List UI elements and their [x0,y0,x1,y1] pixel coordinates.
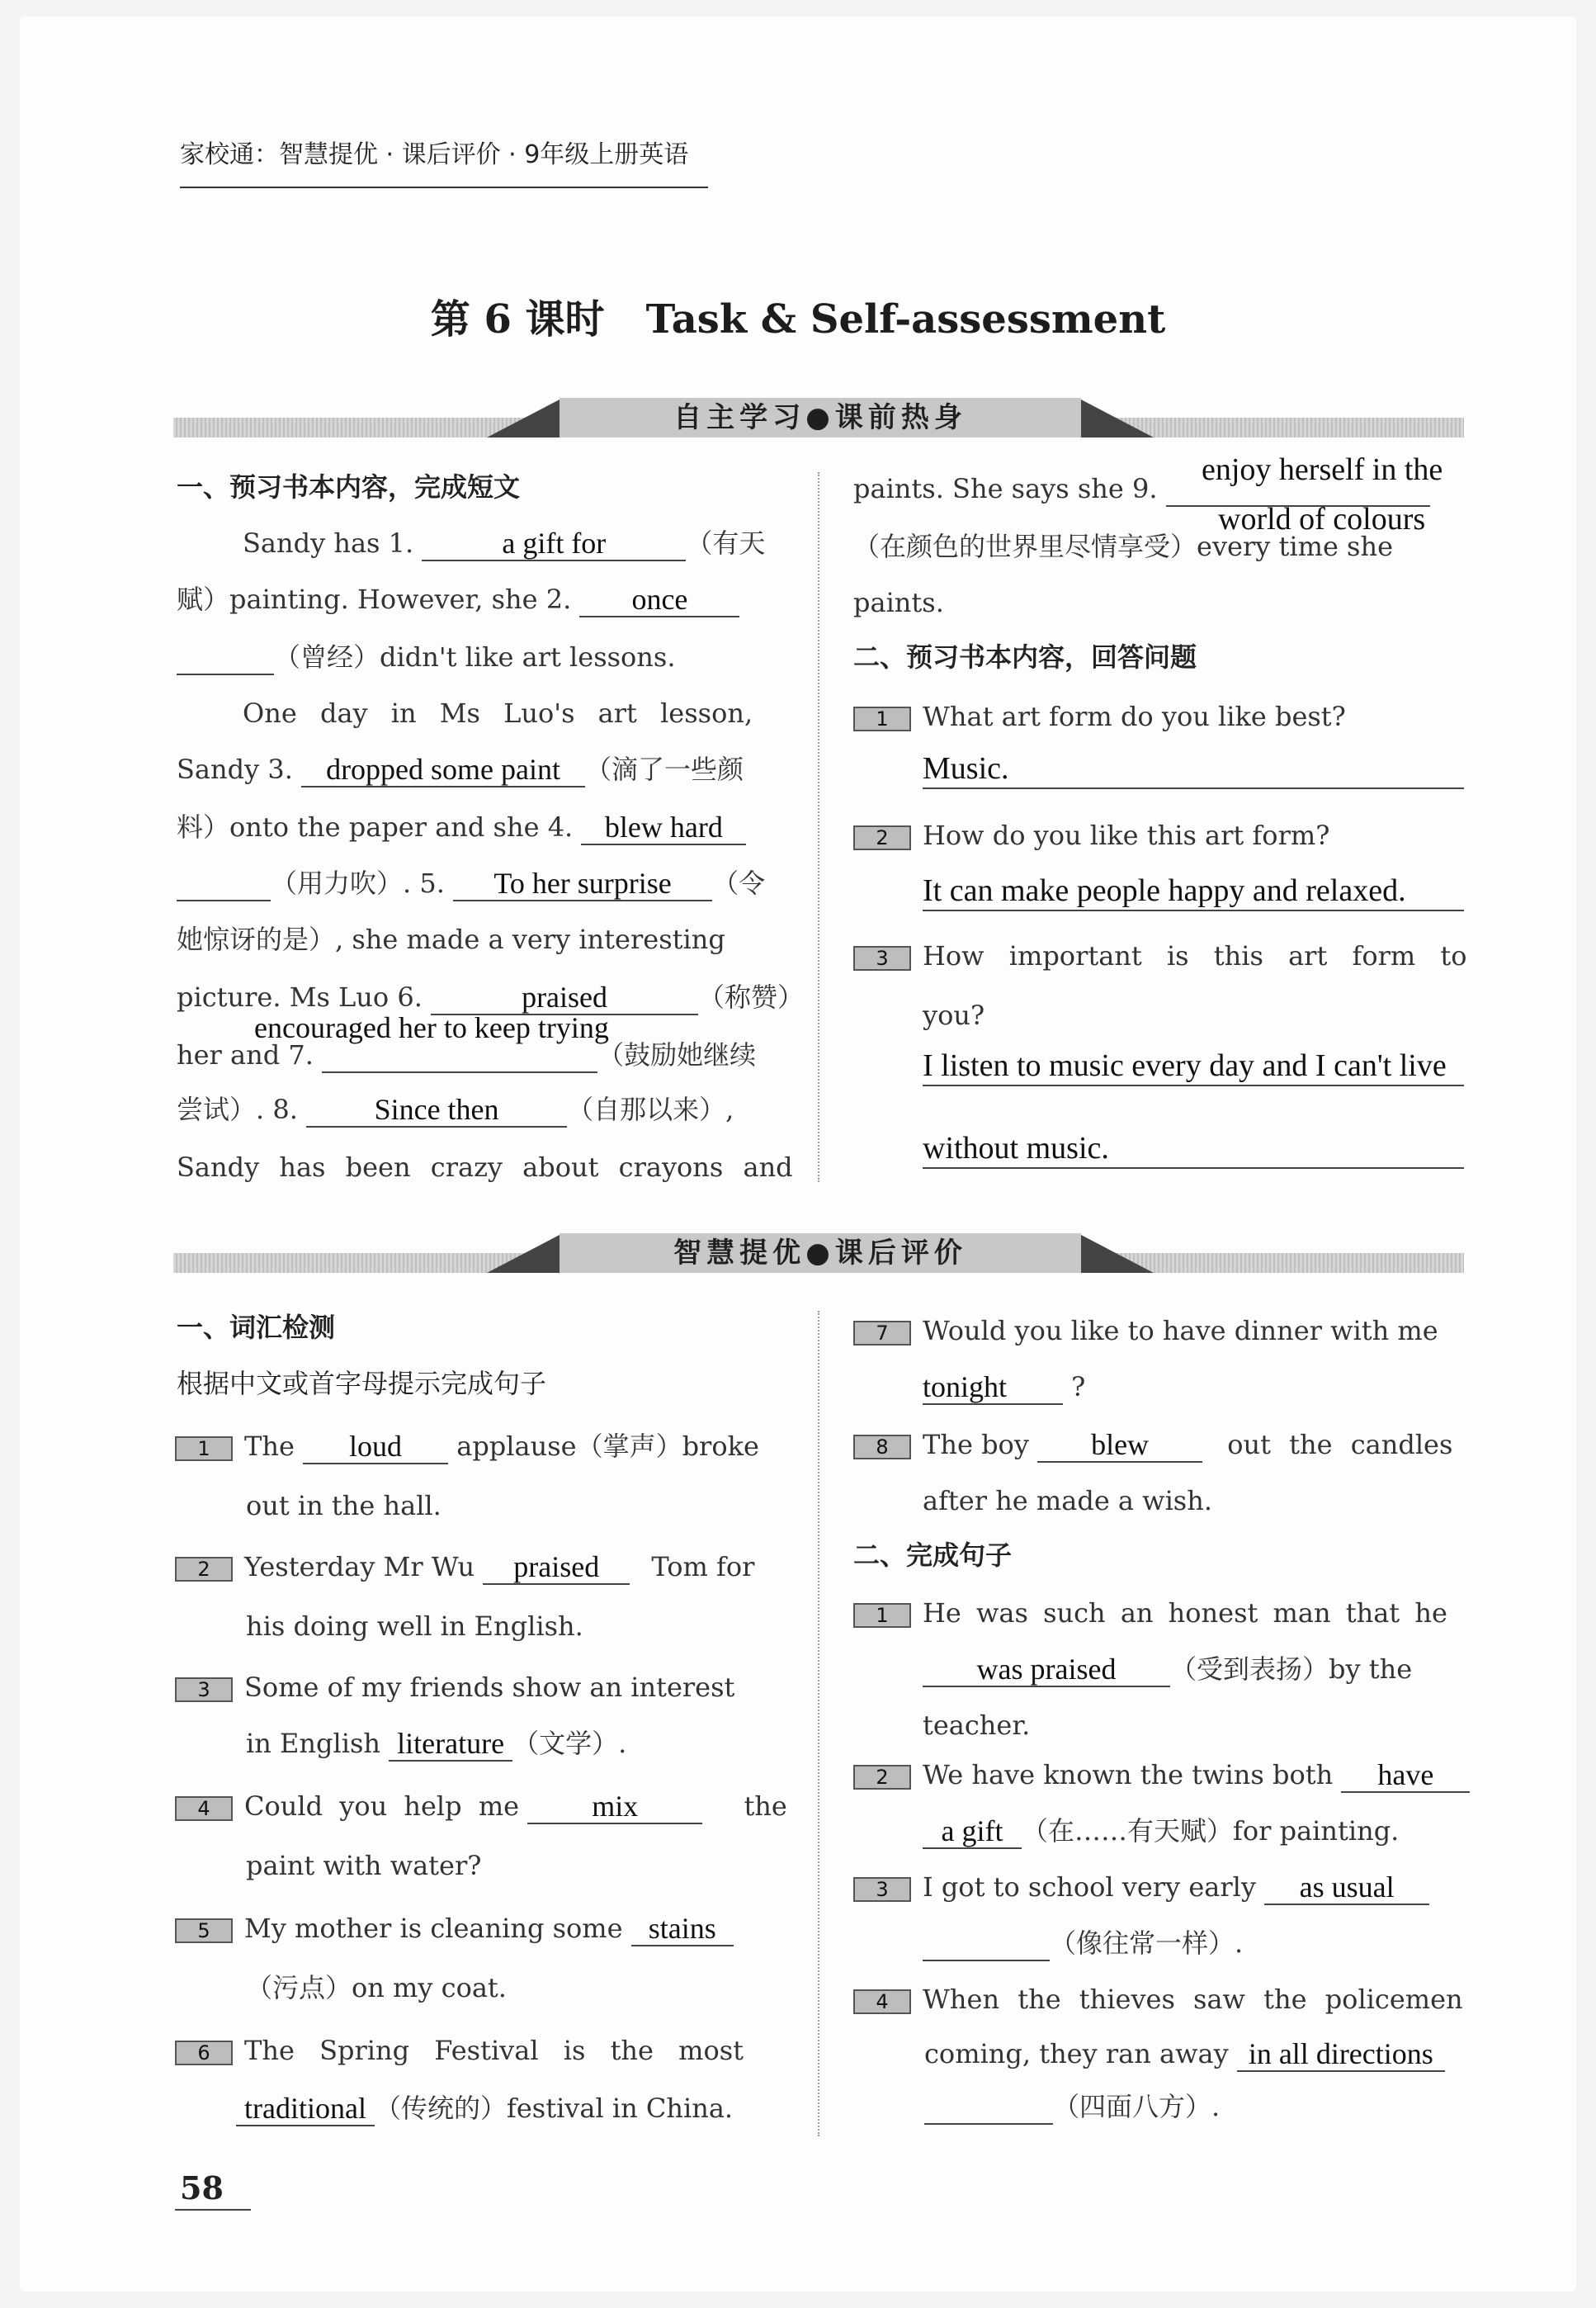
number-box: 1 [853,1603,911,1628]
vocab-item-8: 8 The boy blew out the candles [853,1426,1452,1463]
vocab-item-4-cont: paint with water? [246,1850,482,1881]
answer-blank[interactable]: praised [483,1550,630,1585]
sentence-item-2: 2 We have known the twins both have [853,1757,1470,1793]
vocab-item-6: 6 The Spring Festival is the most [175,2032,744,2069]
section-heading-preview-questions: 二、预习书本内容，回答问题 [853,641,1197,673]
column-divider-top [818,472,819,1182]
vocab-item-3-cont: in English literature （文学）. [246,1727,627,1760]
number-box: 1 [853,707,911,731]
passage-line: Sandy 3. dropped some paint （滴了一些颜 [177,753,744,786]
answer-blank-3[interactable]: dropped some paint [301,753,585,787]
number-box: 6 [175,2041,233,2065]
vocab-item-2-cont: his doing well in English. [246,1610,583,1642]
answer-line-q3-cont[interactable]: without music. [923,1129,1464,1169]
sentence-item-1-cont2: teacher. [923,1710,1031,1741]
answer-blank[interactable]: was praised [923,1653,1170,1687]
question-3: 3 How important is this art form to [853,938,1467,974]
passage-line: 赋）painting. However, she 2. once [177,581,739,617]
passage-line: 尝试）. 8. Since then （自那以来）, [177,1093,734,1126]
header-text: 家校通：智慧提优 · 课后评价 · 9年级上册英语 [180,140,689,169]
lesson-topic: Task & Self-assessment [645,296,1166,343]
number-box: 3 [853,946,911,971]
passage-line: Sandy has been crazy about crayons and [177,1152,793,1183]
page-number-rule [175,2209,251,2211]
passage-line: picture. Ms Luo 6. praised （称赞） [177,981,805,1014]
vocab-item-8-cont: after he made a wish. [923,1485,1212,1516]
answer-blank[interactable]: a gift [923,1814,1022,1849]
header-rule [180,187,708,188]
lesson-title [0,287,1596,344]
answer-line-q2[interactable]: It can make people happy and relaxed. [923,872,1464,911]
answer-line-q1[interactable]: Music. [923,750,1464,789]
banner-triangle-right [1081,400,1154,437]
number-box: 8 [853,1435,911,1459]
answer-blank[interactable]: traditional [236,2092,375,2126]
question-2: 2 How do you like this art form? [853,817,1329,854]
banner-preview [173,401,1464,446]
answer-blank[interactable]: tonight [923,1370,1063,1405]
answer-blank-cont[interactable] [924,2123,1053,2125]
number-box: 3 [175,1677,233,1702]
answer-blank-7[interactable] [322,1071,597,1073]
answer-blank[interactable]: in all directions [1237,2037,1445,2072]
lesson-number: 第 6 课时 [430,296,605,343]
vocab-item-1: 1 The loud applause（掌声）broke [175,1428,759,1464]
passage-line: Sandy has 1. a gift for （有天 [243,527,766,560]
passage-line: （用力吹）. 5. To her surprise （令 [177,865,765,901]
answer-9-line1[interactable]: enjoy herself in the [1202,452,1443,487]
number-box: 7 [853,1321,911,1346]
answer-line-q3[interactable]: I listen to music every day and I can't live [923,1047,1464,1086]
column-divider-bottom [818,1311,819,2136]
sentence-item-1-cont: was praised （受到表扬）by the [923,1651,1412,1687]
vocab-item-7: 7 Would you like to have dinner with me [853,1312,1438,1349]
number-box: 1 [175,1436,233,1461]
vocab-item-4: 4 Could you help me mix the [175,1788,787,1824]
passage-line: 料）onto the paper and she 4. blew hard [177,809,746,845]
number-box: 2 [853,1765,911,1790]
number-box: 2 [853,825,911,850]
answer-7[interactable]: encouraged her to keep trying [254,1011,609,1044]
vocab-item-2: 2 Yesterday Mr Wu praised Tom for [175,1549,754,1585]
passage-line: paints. She says she 9. [853,471,1430,507]
answer-blank[interactable]: loud [303,1430,448,1464]
answer-blank-cont[interactable] [923,1960,1050,1961]
sentence-item-3: 3 I got to school very early as usual [853,1869,1429,1905]
banner-label: 自主学习●课前热身 [560,398,1081,437]
vocab-item-1-cont: out in the hall. [246,1490,441,1521]
answer-blank[interactable]: literature [389,1727,512,1762]
vocab-item-3: 3 Some of my friends show an interest [175,1669,734,1705]
answer-blank-5[interactable]: To her surprise [453,867,712,901]
vocab-item-6-cont: traditional （传统的）festival in China. [236,2090,733,2126]
answer-blank-2[interactable]: once [579,583,739,617]
passage-line: her and 7. （鼓励她继续 [177,1037,756,1073]
vocab-item-7-cont: tonight ? [923,1370,1086,1403]
sentence-item-3-cont: （像往常一样）. [923,1925,1243,1961]
section-heading-sentences: 二、完成句子 [853,1539,1013,1571]
answer-blank-2-cont[interactable] [177,674,274,675]
banner-triangle-right [1081,1235,1154,1273]
answer-blank[interactable]: mix [527,1790,702,1824]
question-1: 1 What art form do you like best? [853,698,1346,735]
number-box: 4 [175,1796,233,1821]
passage-line: （在颜色的世界里尽情享受）every time she [853,531,1394,562]
answer-blank-8[interactable]: Since then [306,1093,567,1128]
number-box: 3 [853,1877,911,1902]
sentence-item-1: 1 He was such an honest man that he [853,1595,1447,1631]
vocab-item-5: 5 My mother is cleaning some stains [175,1910,734,1946]
section-heading-vocab: 一、词汇检测 [177,1312,336,1343]
answer-blank-4[interactable]: blew hard [581,811,746,845]
sentence-item-4-cont: coming, they ran away in all directions [924,2036,1445,2072]
passage-line: paints. [853,587,944,618]
banner-triangle-left [487,1235,560,1273]
answer-blank[interactable]: blew [1037,1428,1202,1463]
answer-blank[interactable]: have [1341,1758,1470,1793]
vocab-item-5-cont: （污点）on my coat. [246,1972,507,2003]
number-box: 2 [175,1557,233,1582]
answer-blank-4-cont[interactable] [177,900,271,901]
section-heading-preview-text: 一、预习书本内容，完成短文 [177,471,521,503]
page-number: 58 [180,2169,224,2206]
number-box: 4 [853,1989,911,2014]
answer-blank[interactable]: as usual [1264,1871,1429,1905]
answer-blank-1[interactable]: a gift for [422,527,686,561]
question-3-cont: you? [923,1000,985,1031]
sentence-item-4: 4 When the thieves saw the policemen [853,1981,1463,2017]
sentence-item-4-cont2: （四面八方）. [924,2088,1220,2125]
answer-blank[interactable]: stains [631,1912,734,1946]
passage-line: （曾经）didn't like art lessons. [177,639,676,675]
banner-triangle-left [487,400,560,437]
answer-blank-6[interactable]: praised [431,981,698,1015]
number-box: 5 [175,1918,233,1943]
answer-9-line2[interactable]: world of colours [1218,502,1426,537]
sentence-item-2-cont: a gift （在……有天赋）for painting. [923,1813,1399,1849]
passage-line: One day in Ms Luo's art lesson, [243,698,753,729]
banner-assessment [173,1237,1464,1281]
banner-label: 智慧提优●课后评价 [560,1233,1081,1273]
passage-line: 她惊讶的是）, she made a very interesting [177,924,725,955]
instruction: 根据中文或首字母提示完成句子 [177,1368,547,1399]
